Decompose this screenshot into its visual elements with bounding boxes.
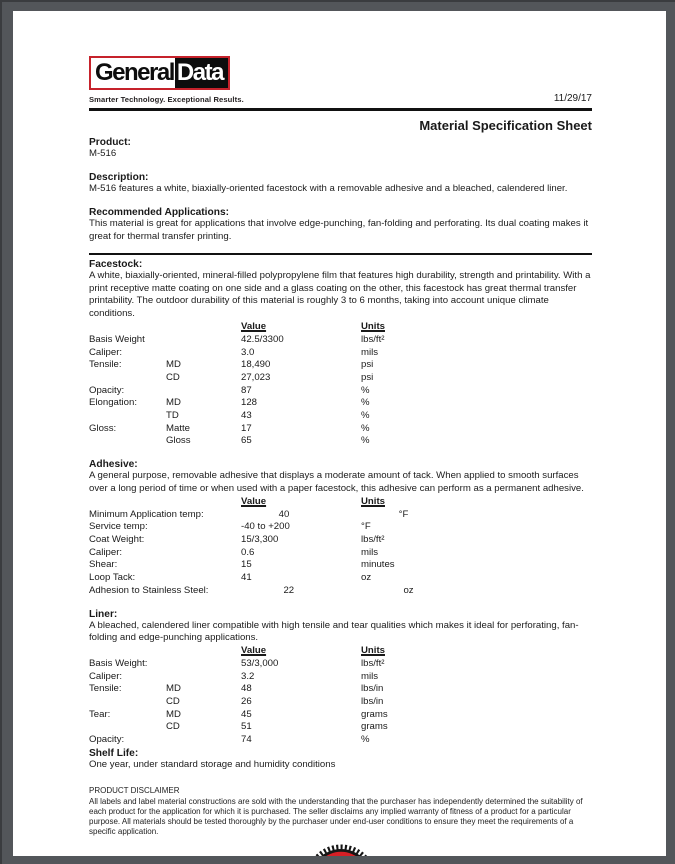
- row-sublabel: [166, 385, 241, 398]
- row-units: psi: [361, 359, 374, 371]
- row-value: 128: [241, 397, 258, 409]
- column-header-units: Units: [361, 495, 385, 507]
- row-label: Shear:: [89, 559, 118, 571]
- logo-text-data: Data: [175, 58, 228, 88]
- row-sublabel: [166, 547, 241, 560]
- row-label: Service temp:: [89, 521, 148, 533]
- row-value: 15/3,300: [241, 533, 279, 545]
- table-row: [89, 410, 592, 423]
- row-units: mils: [361, 346, 379, 358]
- row-label: [89, 372, 166, 385]
- document-page: [13, 11, 666, 856]
- section-shelf-life: [89, 748, 592, 772]
- row-value: 74: [241, 734, 252, 746]
- row-sublabel: [204, 509, 279, 522]
- row-value: 40: [278, 508, 290, 520]
- shelf-life-heading: Shelf Life:: [89, 747, 139, 759]
- disclaimer-text: All labels and label material constructions are sold with the understanding that the purchaser has independently determined the suitability of each product for the application for which it is purchased. The seller disclaims any implied warranty of fitness of a product for a particular purpose. All materials should be tested thoroughly by the purchaser under end-user conditions to ensure they meet the requirements of a specific application.: [89, 796, 583, 836]
- logo-text-general: General: [95, 59, 174, 86]
- company-logo: [89, 56, 592, 90]
- product-heading: Product:: [89, 137, 131, 148]
- row-sublabel: CD: [166, 696, 180, 708]
- row-sublabel: Matte: [166, 422, 190, 434]
- row-value: 15: [241, 559, 252, 571]
- row-label: Minimum Application temp:: [89, 508, 204, 520]
- row-sublabel: [166, 658, 241, 671]
- description-text: M-516 features a white, biaxially-oriented facestock with a removable adhesive and a bleached, calendered liner.: [89, 182, 568, 194]
- section-divider: [89, 253, 592, 255]
- table-row: [89, 709, 592, 722]
- row-value: 27,023: [241, 371, 271, 383]
- row-sublabel: MD: [166, 397, 181, 409]
- row-sublabel: [166, 734, 241, 747]
- row-label: Gloss:: [89, 422, 117, 434]
- row-units: %: [361, 422, 370, 434]
- row-label: [89, 435, 166, 448]
- table-row: [89, 397, 592, 410]
- row-label: [89, 721, 166, 734]
- row-value: 51: [241, 721, 252, 733]
- row-value: 53/3,000: [241, 657, 279, 669]
- row-label: Loop Tack:: [89, 572, 136, 584]
- column-header-value: Value: [241, 321, 267, 333]
- row-sublabel: CD: [166, 721, 180, 733]
- section-disclaimer: [89, 786, 592, 837]
- certified-quality-badge-icon: [304, 843, 378, 856]
- facestock-text: A white, biaxially-oriented, mineral-filled polypropylene film that features high durability, strength and printability. With a print receptive matte coating on one side and a glass coating on the other, this facestock has great thermal transfer printability. The outdoor durability of this material is roughly 3 to 6 months, taking into account unique climate conditions.: [89, 269, 591, 320]
- row-sublabel: CD: [166, 371, 180, 383]
- row-value: -40 to +200: [241, 521, 290, 533]
- row-sublabel: [166, 559, 241, 572]
- document-content: [89, 11, 592, 856]
- row-units: %: [361, 397, 370, 409]
- liner-text: A bleached, calendered liner compatible with high tensile and tear qualities which makes it ideal for perforating, fan-folding and edge-punching applications.: [89, 619, 579, 644]
- table-row: [89, 359, 592, 372]
- column-header-value: Value: [241, 645, 267, 657]
- row-value: 87: [241, 384, 252, 396]
- row-label: Opacity:: [89, 734, 125, 746]
- row-label: Basis Weight: [89, 333, 145, 345]
- section-applications: [89, 207, 592, 244]
- row-sublabel: [166, 671, 241, 684]
- table-row: [89, 585, 592, 598]
- row-units: mils: [361, 670, 379, 682]
- row-units: %: [361, 410, 370, 422]
- section-product: [89, 137, 592, 161]
- row-sublabel: TD: [166, 410, 179, 422]
- row-value: 41: [241, 572, 252, 584]
- row-units: minutes: [361, 559, 395, 571]
- row-value: 3.2: [241, 670, 255, 682]
- row-units: psi: [361, 371, 374, 383]
- table-row: [89, 372, 592, 385]
- row-label: Coat Weight:: [89, 533, 145, 545]
- product-value: M-516: [89, 148, 117, 159]
- row-label: Caliper:: [89, 546, 123, 558]
- row-sublabel: MD: [166, 683, 181, 695]
- table-row: [89, 734, 592, 747]
- applications-text: This material is great for applications that involve edge-punching, fan-folding and perforating. Its dual coating makes it great for thermal transfer printing.: [89, 217, 589, 242]
- row-units: grams: [361, 721, 388, 733]
- row-units: %: [361, 384, 370, 396]
- row-sublabel: [166, 572, 241, 585]
- adhesive-text: A general purpose, removable adhesive that displays a moderate amount of tack. When applied to smooth surfaces over a long period of time or when used with a paper facestock, this adhesive can perform as a permanent adhesive.: [89, 470, 584, 495]
- row-label: [89, 410, 166, 423]
- row-value: 17: [241, 422, 252, 434]
- row-sublabel: [166, 334, 241, 347]
- row-units: °F: [361, 521, 371, 533]
- table-row: [89, 547, 592, 560]
- iso-certification-seal: [89, 843, 592, 856]
- row-label: [89, 696, 166, 709]
- row-label: Caliper:: [89, 346, 123, 358]
- section-liner: [89, 609, 592, 747]
- liner-table: [89, 645, 592, 747]
- row-sublabel: MD: [166, 708, 181, 720]
- table-row: [89, 671, 592, 684]
- row-units: oz: [403, 584, 414, 596]
- adhesive-table: [89, 496, 592, 598]
- row-units: lbs/in: [361, 683, 384, 695]
- shelf-life-text: One year, under standard storage and humidity conditions: [89, 758, 336, 770]
- logo-box: [89, 56, 230, 90]
- row-value: 48: [241, 683, 252, 695]
- row-units: lbs/ft²: [361, 533, 385, 545]
- column-header-value: Value: [241, 495, 267, 507]
- row-value: 43: [241, 410, 252, 422]
- liner-rows: [89, 658, 592, 747]
- section-description: [89, 172, 592, 196]
- table-row: [89, 509, 592, 522]
- row-sublabel: [208, 585, 283, 598]
- row-value: 26: [241, 696, 252, 708]
- row-value: 65: [241, 435, 252, 447]
- page-title: Material Specification Sheet: [419, 118, 592, 133]
- row-value: 42.5/3300: [241, 333, 284, 345]
- table-row: [89, 521, 592, 534]
- facestock-table: [89, 321, 592, 448]
- row-units: %: [361, 435, 370, 447]
- table-row: [89, 334, 592, 347]
- logo-tagline: Smarter Technology. Exceptional Results.: [89, 95, 244, 104]
- row-value: 22: [283, 584, 295, 596]
- row-units: lbs/ft²: [361, 333, 385, 345]
- liner-heading: Liner:: [89, 608, 118, 620]
- row-sublabel: Gloss: [166, 435, 191, 447]
- row-label: Adhesion to Stainless Steel:: [89, 584, 209, 596]
- table-row: [89, 423, 592, 436]
- disclaimer-heading: PRODUCT DISCLAIMER: [89, 785, 180, 795]
- row-label: Elongation:: [89, 397, 138, 409]
- row-value: 0.6: [241, 546, 255, 558]
- adhesive-rows: [89, 509, 592, 598]
- section-facestock: [89, 259, 592, 449]
- row-units: %: [361, 734, 370, 746]
- row-value: 3.0: [241, 346, 255, 358]
- row-value: 18,490: [241, 359, 271, 371]
- row-label: Caliper:: [89, 670, 123, 682]
- row-units: oz: [361, 572, 372, 584]
- table-row: [89, 721, 592, 734]
- table-row: [89, 385, 592, 398]
- row-label: Tear:: [89, 708, 111, 720]
- table-row: [89, 559, 592, 572]
- row-sublabel: [166, 521, 241, 534]
- header-divider: [89, 108, 592, 111]
- table-row: [89, 572, 592, 585]
- column-header-units: Units: [361, 321, 385, 333]
- table-row: [89, 347, 592, 360]
- section-adhesive: [89, 459, 592, 597]
- facestock-rows: [89, 334, 592, 448]
- description-heading: Description:: [89, 171, 149, 183]
- row-units: lbs/in: [361, 696, 384, 708]
- column-header-units: Units: [361, 645, 385, 657]
- row-units: °F: [398, 508, 409, 520]
- row-label: Opacity:: [89, 384, 125, 396]
- row-value: 45: [241, 708, 252, 720]
- row-units: mils: [361, 546, 379, 558]
- row-units: lbs/ft²: [361, 657, 385, 669]
- row-label: Tensile:: [89, 683, 122, 695]
- document-date: 11/29/17: [553, 93, 592, 104]
- row-label: Basis Weight:: [89, 657, 148, 669]
- table-row: [89, 696, 592, 709]
- table-row: [89, 534, 592, 547]
- table-row: [89, 435, 592, 448]
- applications-heading: Recommended Applications:: [89, 206, 230, 218]
- facestock-heading: Facestock:: [89, 258, 143, 270]
- row-sublabel: [166, 347, 241, 360]
- table-row: [89, 658, 592, 671]
- row-sublabel: MD: [166, 359, 181, 371]
- row-label: Tensile:: [89, 359, 122, 371]
- row-sublabel: [166, 534, 241, 547]
- table-row: [89, 683, 592, 696]
- row-units: grams: [361, 708, 388, 720]
- adhesive-heading: Adhesive:: [89, 459, 138, 471]
